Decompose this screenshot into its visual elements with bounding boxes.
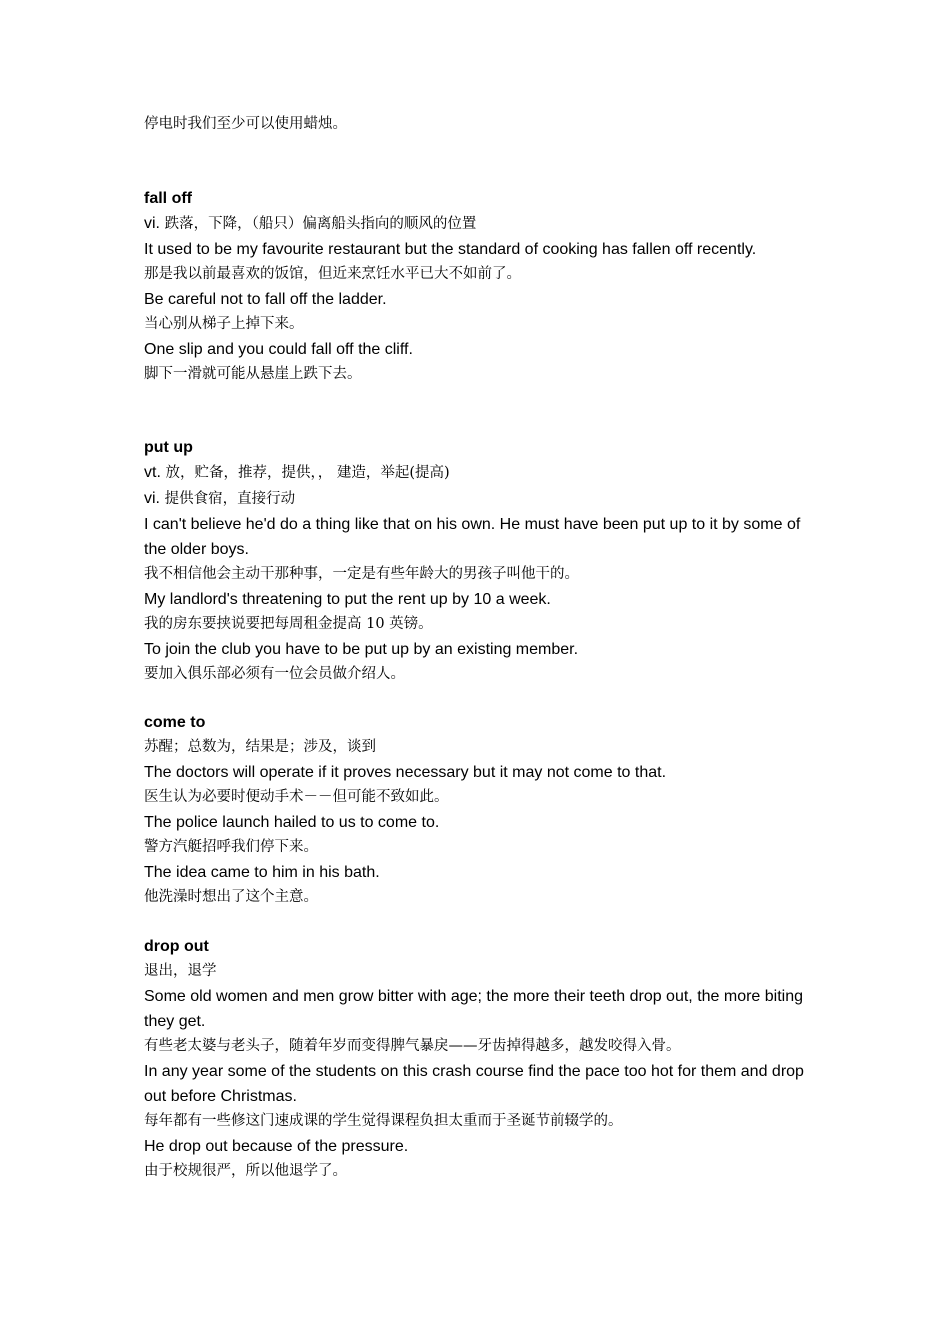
example-chinese: 他洗澡时想出了这个主意。 bbox=[144, 889, 318, 905]
section-spacer bbox=[144, 687, 814, 710]
example-chinese: 医生认为必要时便动手术－－但可能不致如此。 bbox=[144, 789, 449, 805]
part-of-speech: vi. bbox=[144, 490, 160, 507]
example-english: The doctors will operate if it proves necessary but it may not come to that. bbox=[144, 764, 667, 781]
part-of-speech: vt. bbox=[144, 464, 161, 481]
entry-put-up bbox=[144, 435, 814, 687]
example-chinese: 当心别从梯子上掉下来。 bbox=[144, 316, 304, 332]
example-chinese: 有些老太婆与老头子，随着年岁而变得脾气暴戾——牙齿掉得越多，越发咬得入骨。 bbox=[144, 1038, 681, 1054]
example-chinese: 脚下一滑就可能从悬崖上跌下去。 bbox=[144, 366, 362, 382]
example-english: To join the club you have to be put up by an existing member. bbox=[144, 641, 579, 658]
entry-drop-out bbox=[144, 934, 814, 1184]
part-of-speech: vi. bbox=[144, 215, 160, 232]
entry-definition bbox=[144, 486, 814, 512]
section-spacer bbox=[144, 910, 814, 934]
section-spacer bbox=[144, 137, 814, 186]
entry-definition bbox=[144, 460, 814, 486]
example-english: Be careful not to fall off the ladder. bbox=[144, 291, 387, 308]
example-chinese: 我的房东要挟说要把每周租金提高 10 英镑。 bbox=[144, 616, 433, 632]
entry-term: put up bbox=[144, 439, 193, 456]
entry-come-to bbox=[144, 710, 814, 910]
example-english: One slip and you could fall off the cliff. bbox=[144, 341, 413, 358]
example-english: The police launch hailed to us to come to. bbox=[144, 814, 440, 831]
example-english: In any year some of the students on this crash course find the pace too hot for them and drop out before Christmas. bbox=[144, 1063, 804, 1105]
example-chinese: 要加入俱乐部必须有一位会员做介绍人。 bbox=[144, 666, 405, 682]
example-english: The idea came to him in his bath. bbox=[144, 864, 380, 881]
example-english: I can't believe he'd do a thing like that on his own. He must have been put up to it by some of the older boys. bbox=[144, 516, 801, 558]
example-chinese: 每年都有一些修这门速成课的学生觉得课程负担太重而于圣诞节前辍学的。 bbox=[144, 1113, 623, 1129]
example-chinese: 那是我以前最喜欢的饭馆，但近来烹饪水平已大不如前了。 bbox=[144, 266, 521, 282]
section-spacer bbox=[144, 387, 814, 435]
definition-text: 跌落，下降，（船只）偏离船头指向的顺风的位置 bbox=[160, 216, 477, 232]
entry-term: come to bbox=[144, 714, 206, 731]
entry-definition: 苏醒；总数为，结果是；涉及，谈到 bbox=[144, 739, 376, 755]
definition-text: 放，贮备，推荐，提供，， 建造，举起(提高) bbox=[160, 465, 450, 481]
entry-definition bbox=[144, 211, 814, 237]
document-page bbox=[144, 112, 814, 1184]
entry-definition: 退出，退学 bbox=[144, 963, 217, 979]
entry-term: drop out bbox=[144, 938, 209, 955]
intro-translation: 停电时我们至少可以使用蜡烛。 bbox=[144, 116, 347, 132]
example-english: My landlord's threatening to put the rent up by 10 a week. bbox=[144, 591, 551, 608]
definition-text: 提供食宿，直接行动 bbox=[160, 491, 296, 507]
example-chinese: 我不相信他会主动干那种事，一定是有些年龄大的男孩子叫他干的。 bbox=[144, 566, 579, 582]
example-english: He drop out because of the pressure. bbox=[144, 1138, 409, 1155]
example-english: Some old women and men grow bitter with age; the more their teeth drop out, the more biting they get. bbox=[144, 988, 804, 1030]
entry-term: fall off bbox=[144, 190, 192, 207]
example-chinese: 由于校规很严，所以他退学了。 bbox=[144, 1163, 347, 1179]
example-chinese: 警方汽艇招呼我们停下来。 bbox=[144, 839, 318, 855]
example-english: It used to be my favourite restaurant but the standard of cooking has fallen off recently. bbox=[144, 241, 757, 258]
entry-fall-off bbox=[144, 186, 814, 387]
